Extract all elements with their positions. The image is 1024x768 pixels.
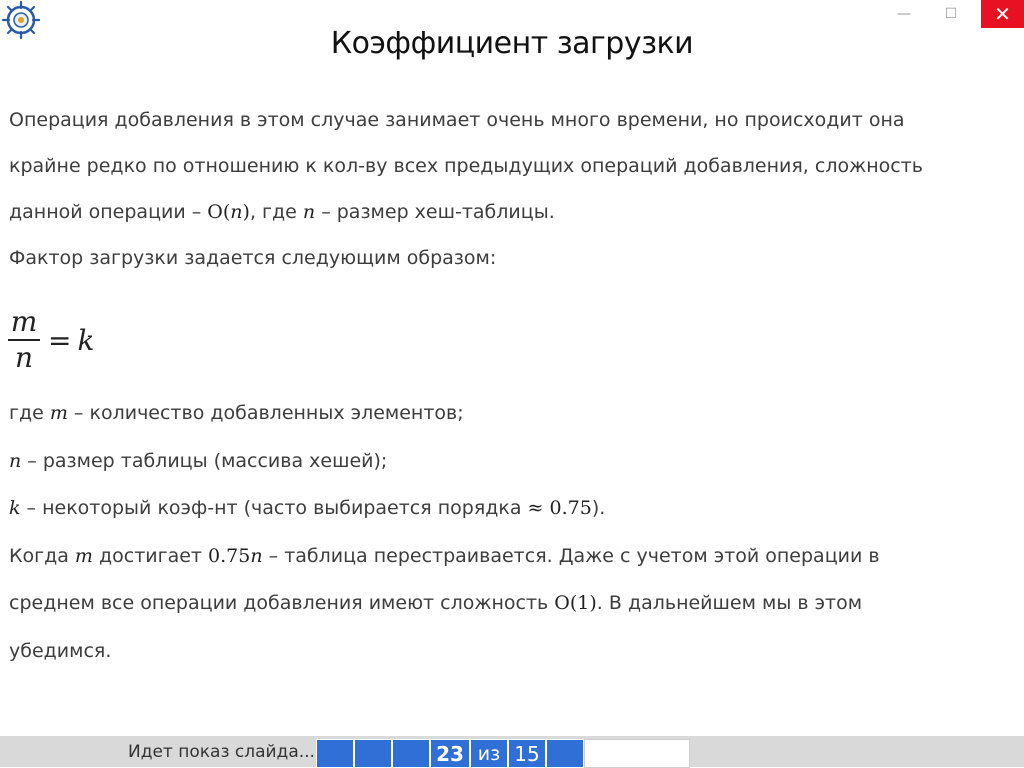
text: Когда [9,544,75,567]
status-text: Идет показ слайда... [128,742,315,762]
numerator: m [10,305,38,338]
slide-of-label: из [470,739,508,768]
formula-rhs: k [77,323,95,357]
slide-title: Коэффициент загрузки [330,26,694,61]
paragraph-line [9,189,1009,235]
text: данной операции – [9,201,208,223]
paragraph-line: Фактор загрузки задается следующим образом: [9,247,497,269]
paragraph-line [9,390,1014,438]
close-button[interactable]: ✕ [981,0,1024,28]
text: среднем все операции добавления имеют сложность [9,592,555,614]
total-slides-number: 15 [508,739,546,768]
math-text: ) [242,201,250,223]
paragraph-line: убедимся. [9,639,112,662]
load-factor-formula [8,300,94,380]
fraction [8,307,40,373]
text: – размер таблицы (массива хешей); [21,449,388,472]
paragraph-line [9,485,1014,533]
slide-nav-prev-block[interactable] [316,739,354,768]
slide-nav-next-block[interactable] [546,739,584,768]
text: – некоторый коэф-нт (часто выбирается порядка [20,497,528,519]
text: где [9,402,50,424]
slide-body-upper [9,97,1009,281]
math-var-n: n [9,449,22,472]
denominator: n [14,341,34,374]
equals-sign: = [48,323,72,357]
text: . В дальнейшем мы в этом [596,592,863,614]
slide-nav-block[interactable] [392,739,430,768]
slide-progress-remaining [584,739,690,768]
paragraph-line [9,438,1014,486]
text: – таблица перестраивается. Даже с учетом этой операции в [262,544,880,567]
math-text: O(1) [554,592,597,614]
math-text: 0.75 [208,544,251,567]
paragraph-line: Операция добавления в этом случае занимает очень много времени, но происходит она [9,109,905,131]
current-slide-number: 23 [430,739,470,768]
text: – размер хеш-таблицы. [315,201,555,223]
math-text: ≈ 0.75 [527,497,592,519]
math-var-m: m [49,402,68,424]
math-text: O( [207,201,231,223]
math-var-n: n [250,544,263,567]
math-var-k: k [9,497,21,519]
text: – количество добавленных элементов; [67,402,464,424]
text: , где [249,201,303,223]
maximize-button[interactable]: ☐ [944,6,958,22]
minimize-button[interactable]: — [897,6,911,22]
math-var-n: n [230,201,243,223]
paragraph-line [9,580,1014,628]
text: ). [591,497,606,519]
paragraph-line: крайне редко по отношению к кол-ву всех предыдущих операций добавления, сложность [9,155,923,177]
math-var-m: m [74,544,93,567]
math-var-n: n [302,201,316,223]
slide-body-lower [9,390,1014,675]
paragraph-line [9,533,1014,581]
text: достигает [92,544,209,567]
slide-nav-block[interactable] [354,739,392,768]
